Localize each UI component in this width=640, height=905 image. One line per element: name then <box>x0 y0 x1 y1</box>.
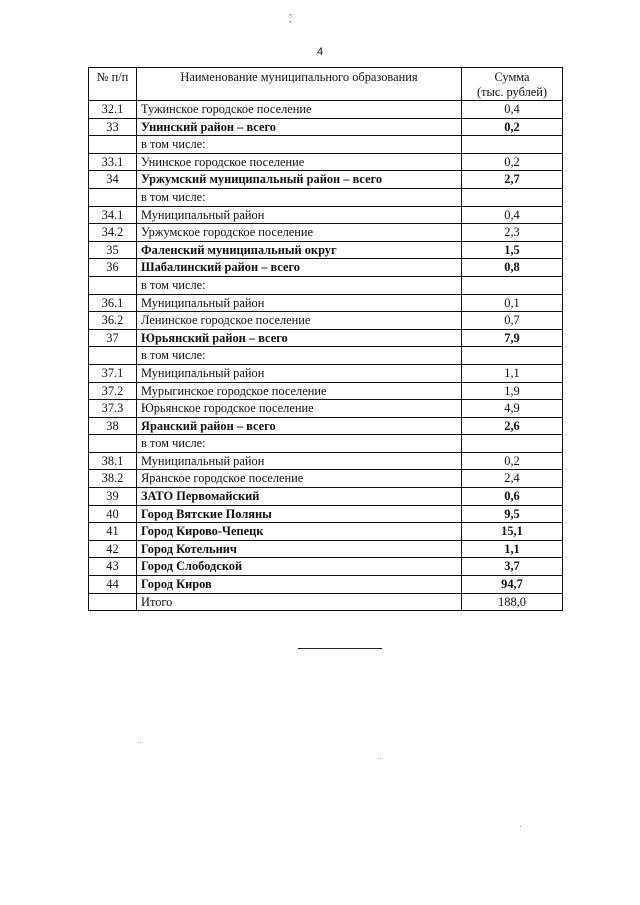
row-sum-cell: 0,2 <box>462 452 563 470</box>
row-number-cell: 37 <box>89 329 137 347</box>
row-name-cell: в том числе: <box>137 276 462 294</box>
table-row <box>89 382 563 400</box>
row-sum-cell: 2,4 <box>462 470 563 488</box>
row-name-cell: Город Вятские Поляны <box>137 505 462 523</box>
row-sum-cell: 1,5 <box>462 241 563 259</box>
table-body <box>89 101 563 611</box>
row-sum-cell: 1,9 <box>462 382 563 400</box>
table-row <box>89 136 563 154</box>
row-sum-cell: 0,8 <box>462 259 563 277</box>
row-sum-cell: 94,7 <box>462 576 563 594</box>
row-sum-cell: 0,1 <box>462 294 563 312</box>
row-sum-cell: 2,7 <box>462 171 563 189</box>
table-row <box>89 259 563 277</box>
row-number-cell: 32.1 <box>89 101 137 119</box>
row-sum-cell: 7,9 <box>462 329 563 347</box>
header-name: Наименование муниципального образования <box>137 68 462 101</box>
header-sum-line2: (тыс. рублей) <box>476 85 548 99</box>
row-name-cell: ЗАТО Первомайский <box>137 488 462 506</box>
row-number-cell: 44 <box>89 576 137 594</box>
header-num: № п/п <box>89 68 137 101</box>
row-number-cell <box>89 136 137 154</box>
row-name-cell: Шабалинский район – всего <box>137 259 462 277</box>
table-row <box>89 329 563 347</box>
row-name-cell: Город Слободской <box>137 558 462 576</box>
page-number: 4 <box>316 46 324 58</box>
row-sum-cell: 0,4 <box>462 101 563 119</box>
row-name-cell: Мурыгинское городское поселение <box>137 382 462 400</box>
row-name-cell: в том числе: <box>137 347 462 365</box>
row-number-cell: 36 <box>89 259 137 277</box>
table-row <box>89 171 563 189</box>
table-row <box>89 540 563 558</box>
table-row <box>89 153 563 171</box>
row-number-cell: 38.1 <box>89 452 137 470</box>
row-number-cell <box>89 276 137 294</box>
row-sum-cell: 0,7 <box>462 312 563 330</box>
row-number-cell: 33.1 <box>89 153 137 171</box>
row-number-cell: 36.1 <box>89 294 137 312</box>
row-number-cell: 38 <box>89 417 137 435</box>
row-sum-cell: 3,7 <box>462 558 563 576</box>
row-sum-cell: 2,3 <box>462 224 563 242</box>
table-row <box>89 118 563 136</box>
row-name-cell: Юрьянский район – всего <box>137 329 462 347</box>
row-sum-cell: 188,0 <box>462 593 563 611</box>
row-name-cell: Яранское городское поселение <box>137 470 462 488</box>
table-row <box>89 417 563 435</box>
row-name-cell: Фаленский муниципальный округ <box>137 241 462 259</box>
row-sum-cell: 0,2 <box>462 153 563 171</box>
row-sum-cell: 15,1 <box>462 523 563 541</box>
table-row <box>89 364 563 382</box>
row-number-cell: 33 <box>89 118 137 136</box>
row-number-cell: 37.1 <box>89 364 137 382</box>
row-sum-cell: 4,9 <box>462 400 563 418</box>
table-row <box>89 312 563 330</box>
row-number-cell: 43 <box>89 558 137 576</box>
row-number-cell <box>89 593 137 611</box>
row-name-cell: Город Котельнич <box>137 540 462 558</box>
header-sum-line1: Сумма <box>494 70 530 84</box>
table-row <box>89 558 563 576</box>
row-number-cell: 37.2 <box>89 382 137 400</box>
row-sum-cell <box>462 347 563 365</box>
row-number-cell: 41 <box>89 523 137 541</box>
row-name-cell: Город Кирово-Чепецк <box>137 523 462 541</box>
table-row <box>89 101 563 119</box>
table-row <box>89 452 563 470</box>
header-sum <box>462 68 563 101</box>
table-row <box>89 206 563 224</box>
table-row <box>89 347 563 365</box>
table-row <box>89 488 563 506</box>
row-number-cell: 40 <box>89 505 137 523</box>
table-row <box>89 470 563 488</box>
row-sum-cell: 0,4 <box>462 206 563 224</box>
row-number-cell: 39 <box>89 488 137 506</box>
row-number-cell <box>89 435 137 453</box>
row-sum-cell <box>462 188 563 206</box>
table-row <box>89 294 563 312</box>
table-row <box>89 576 563 594</box>
table-row <box>89 400 563 418</box>
table-row <box>89 276 563 294</box>
table-row <box>89 241 563 259</box>
row-name-cell: Юрьянское городское поселение <box>137 400 462 418</box>
row-sum-cell <box>462 435 563 453</box>
row-name-cell: Муниципальный район <box>137 294 462 312</box>
row-name-cell: в том числе: <box>137 136 462 154</box>
row-number-cell: 34.2 <box>89 224 137 242</box>
table-row <box>89 593 563 611</box>
row-name-cell: Муниципальный район <box>137 206 462 224</box>
row-number-cell: 34.1 <box>89 206 137 224</box>
row-number-cell: 35 <box>89 241 137 259</box>
row-number-cell: 42 <box>89 540 137 558</box>
table-row <box>89 188 563 206</box>
table-row <box>89 523 563 541</box>
row-name-cell: Уржумское городское поселение <box>137 224 462 242</box>
row-sum-cell: 1,1 <box>462 364 563 382</box>
scan-speck <box>520 826 521 827</box>
row-number-cell <box>89 188 137 206</box>
row-sum-cell: 1,1 <box>462 540 563 558</box>
scan-speck <box>140 742 141 743</box>
table-header-row <box>89 68 563 101</box>
row-sum-cell: 0,2 <box>462 118 563 136</box>
row-number-cell: 34 <box>89 171 137 189</box>
scan-speck <box>380 758 381 759</box>
row-sum-cell: 9,5 <box>462 505 563 523</box>
row-number-cell: 36.2 <box>89 312 137 330</box>
allocation-table <box>88 67 563 611</box>
row-sum-cell: 0,6 <box>462 488 563 506</box>
row-name-cell: в том числе: <box>137 435 462 453</box>
row-name-cell: Тужинское городское поселение <box>137 101 462 119</box>
row-sum-cell: 2,6 <box>462 417 563 435</box>
row-name-cell: в том числе: <box>137 188 462 206</box>
row-number-cell: 37.3 <box>89 400 137 418</box>
row-sum-cell <box>462 276 563 294</box>
table-row <box>89 435 563 453</box>
row-name-cell: Муниципальный район <box>137 364 462 382</box>
end-divider-line <box>298 648 382 649</box>
row-name-cell: Ленинское городское поселение <box>137 312 462 330</box>
row-name-cell: Яранский район – всего <box>137 417 462 435</box>
row-name-cell: Унинское городское поселение <box>137 153 462 171</box>
table-row <box>89 505 563 523</box>
table-row <box>89 224 563 242</box>
row-name-cell: Город Киров <box>137 576 462 594</box>
row-sum-cell <box>462 136 563 154</box>
row-name-cell: Итого <box>137 593 462 611</box>
row-number-cell <box>89 347 137 365</box>
row-name-cell: Уржумский муниципальный район – всего <box>137 171 462 189</box>
row-name-cell: Унинский район – всего <box>137 118 462 136</box>
row-number-cell: 38.2 <box>89 470 137 488</box>
scan-artifact-mark: ؒ· <box>288 14 293 29</box>
row-name-cell: Муниципальный район <box>137 452 462 470</box>
